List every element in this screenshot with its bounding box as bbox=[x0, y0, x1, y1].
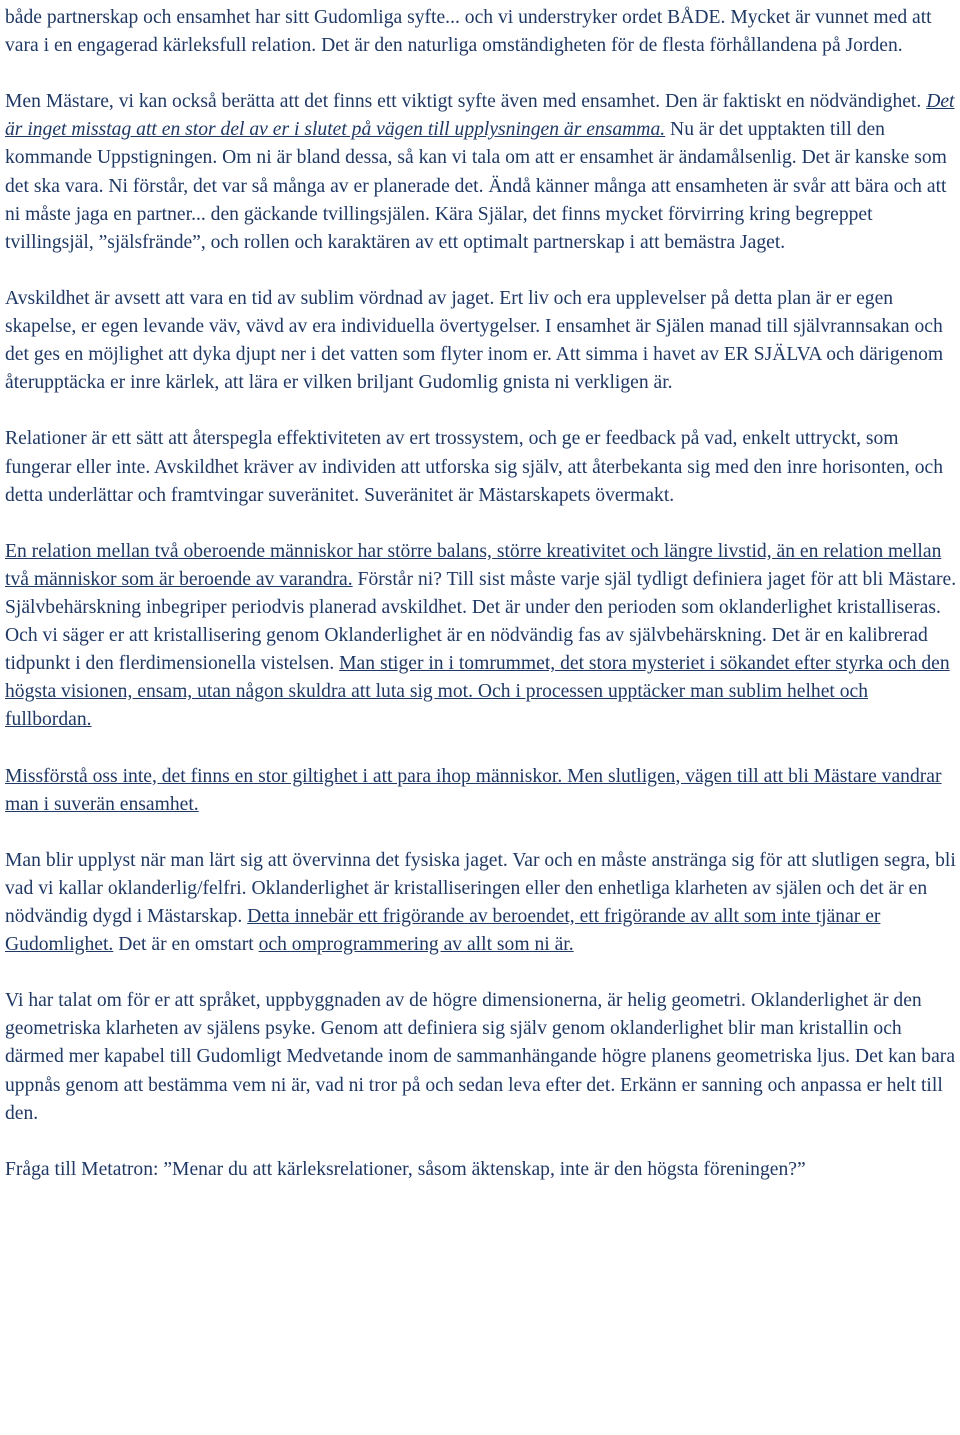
paragraph-7-text-a: Man blir upplyst när man lärt sig att övervinna det fysiska jaget. Var och en måste anstränga sig för att slutligen segra, bli vad vi kallar oklanderlig/felfri. Oklanderlighet är kristalliseringen eller den enhetliga klarheten av själen och det är en nödvändig dygd i Mästarskap. bbox=[5, 849, 956, 927]
paragraph-5-underlined-a: En relation mellan två oberoende människor har större balans, större kreativitet och längre livstid, än en relation mellan två människor som är beroende av varandra. bbox=[5, 540, 942, 590]
paragraph-8 bbox=[5, 987, 957, 1127]
paragraph-4 bbox=[5, 425, 957, 509]
paragraph-5-text: Förstår ni? Till sist måste varje själ tydligt definiera jaget för att bli Mästare. Självbehärskning inbegriper periodvis planerad avskildhet. Det är under den perioden som oklanderlighet kristalliseras. Och vi säger er att kristallisering genom Oklanderlighet är en nödvändig fas av självbehärskning. Det är en kalibrerad tidpunkt i den flerdimensionella vistelsen. bbox=[5, 568, 957, 675]
paragraph-3-text: Avskildhet är avsett att vara en tid av sublim vördnad av jaget. Ert liv och era upplevelser på detta plan är er egen skapelse, er egen levande väv, vävd av era individuella övertygelser. I ensamhet är Själen manad till självrannsakan och det ges en möjlighet att dyka djupt ner i det vatten som flyter inom er. Att simma i havet av ER SJÄLVA och därigenom återupptäcka er inre kärlek, att lära er vilken briljant Gudomlig gnista ni verkligen är. bbox=[5, 287, 944, 394]
paragraph-5-underlined-b: Man stiger in i tomrummet, det stora mysteriet i sökandet efter styrka och den högsta visionen, ensam, utan någon skuldra att luta sig mot. Och i processen upptäcker man sublim helhet och fullbordan. bbox=[5, 653, 950, 731]
paragraph-6 bbox=[5, 763, 957, 819]
paragraph-8-text: Vi har talat om för er att språket, uppbyggnaden av de högre dimensionerna, är helig geometri. Oklanderlighet är den geometriska klarheten av själens psyke. Genom att definiera sig själv genom oklanderlighet blir man kristallin och därmed mer kapabel till Gudomligt Medvetande inom de sammanhängande högre planens geometriska ljus. Det kan bara uppnås genom att bestämma vem ni är, vad ni tror på och sedan leva efter det. Erkänn er sanning och anpassa er helt till den. bbox=[5, 990, 956, 1124]
paragraph-1 bbox=[5, 4, 957, 60]
paragraph-3 bbox=[5, 285, 957, 397]
paragraph-9-question bbox=[5, 1156, 957, 1184]
paragraph-7-underlined-b: och omprogrammering av allt som ni är. bbox=[258, 934, 574, 956]
paragraph-7 bbox=[5, 847, 957, 959]
paragraph-2 bbox=[5, 88, 957, 257]
paragraph-2-text-a: Men Mästare, vi kan också berätta att det finns ett viktigt syfte även med ensamhet. Den är faktiskt en nödvändighet. bbox=[5, 91, 927, 113]
paragraph-2-text-b: Nu är det upptakten till den kommande Uppstigningen. Om ni är bland dessa, så kan vi tala om att er ensamhet är ändamålsenlig. Det är kanske som det ska vara. Ni förstår, det var så många av er planerade det. Ändå känner många att ensamheten är svår att bära och att ni måste jaga en partner... den gäckande tvillingsjälen. Kära Själar, det finns mycket förvirring kring begreppet tvillingsjäl, ”själsfrände”, och rollen och karaktären av ett optimalt partnerskap i att bemästra Jaget. bbox=[5, 119, 947, 253]
paragraph-7-underlined-a: Detta innebär ett frigörande av beroendet, ett frigörande av allt som inte tjänar er Gudomlighet. bbox=[5, 906, 881, 956]
paragraph-4-text: Relationer är ett sätt att återspegla effektiviteten av ert trossystem, och ge er feedback på vad, enkelt uttryckt, som fungerar eller inte. Avskildhet kräver av individen att utforska sig själv, att återbekanta sig med den inre horisonten, och detta underlättar och framtvingar suveränitet. Suveränitet är Mästarskapets övermakt. bbox=[5, 428, 944, 506]
paragraph-2-italic-text: Det är inget misstag att en stor del av er i slutet på vägen till upplysningen är ensamma. bbox=[5, 91, 955, 141]
paragraph-7-text-b: Det är en omstart bbox=[113, 934, 259, 956]
paragraph-9-text: Fråga till Metatron: ”Menar du att kärleksrelationer, såsom äktenskap, inte är den högsta föreningen?” bbox=[5, 1158, 806, 1180]
paragraph-6-underlined: Missförstå oss inte, det finns en stor giltighet i att para ihop människor. Men slutligen, vägen till att bli Mästare vandrar man i suverän ensamhet. bbox=[5, 765, 942, 815]
document-page bbox=[5, 4, 957, 1184]
paragraph-5 bbox=[5, 538, 957, 735]
paragraph-1-text: både partnerskap och ensamhet har sitt Gudomliga syfte... och vi understryker ordet BÅDE. Mycket är vunnet med att vara i en engagerad kärleksfull relation. Det är den naturliga omständigheten för de flesta förhållandena på Jorden. bbox=[5, 7, 932, 57]
